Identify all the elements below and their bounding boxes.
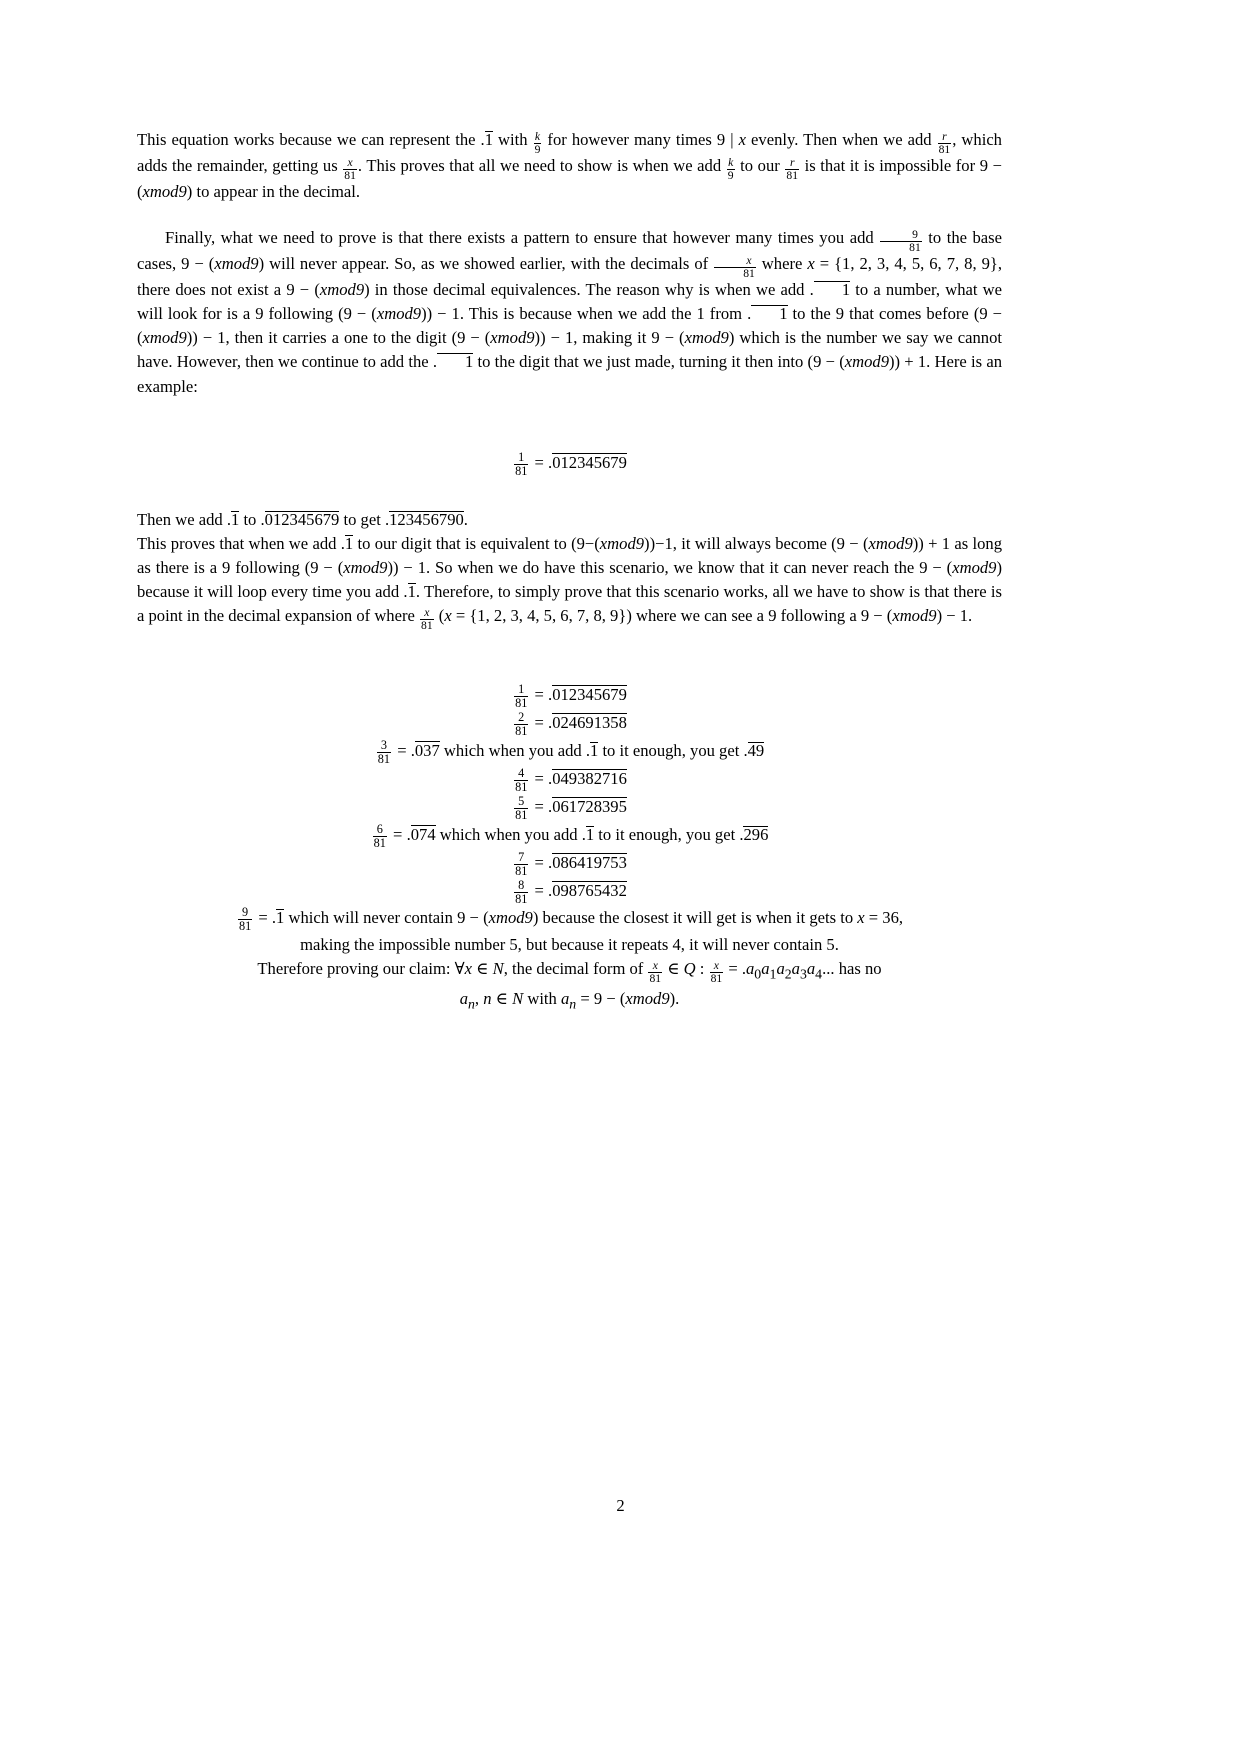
- p1-text-8: ) to appear in the decimal.: [186, 181, 361, 201]
- seq-a1-sub: 1: [769, 966, 777, 982]
- equals-sign: =: [534, 881, 544, 901]
- seq-a1: a: [761, 959, 770, 979]
- p3-var-x: x: [444, 606, 452, 626]
- seq-a3: a: [791, 959, 800, 979]
- seq-a2: a: [776, 959, 785, 979]
- fraction-numerator: 6: [376, 822, 383, 837]
- spacer: [137, 478, 1002, 508]
- p3-text-1c: to .: [239, 509, 265, 529]
- xmod9-14n: 9: [661, 988, 670, 1008]
- repeat-bar-1: 1: [814, 281, 850, 299]
- fraction-denominator: 81: [649, 972, 662, 986]
- xmod9-4n: 9: [178, 328, 187, 348]
- fraction-k-9: [534, 131, 542, 156]
- repeat-bar-final: 1: [276, 908, 285, 928]
- equals-sign: =: [393, 825, 403, 845]
- fraction-x-81: [343, 157, 357, 182]
- conc-var-x: x: [464, 959, 473, 979]
- p3-text-2j: (: [434, 606, 445, 626]
- fraction-denominator: 81: [714, 267, 756, 280]
- decimal-point: .: [548, 769, 553, 789]
- repeat-bar-6: 1: [407, 582, 416, 602]
- seq-an-2: a: [561, 988, 570, 1008]
- seq-an-sub: n: [468, 996, 475, 1012]
- decimal-point: .: [548, 853, 553, 873]
- fraction-denominator: 81: [938, 142, 951, 156]
- fraction-numerator: r: [789, 155, 795, 169]
- xmod9-12: xmod: [892, 606, 929, 626]
- p2-text-9: to the 9 that comes before (9 − (: [137, 303, 1003, 348]
- seq-a4-sub: 4: [815, 966, 823, 982]
- xmod9-13n: 9: [524, 908, 533, 928]
- equation-row: [137, 682, 1002, 710]
- p2-text-3: ) will never appear. So, as we showed earlier, with the decimals of: [258, 253, 714, 273]
- spacer: [137, 660, 1002, 682]
- repeating-decimal-value: 037: [414, 741, 440, 761]
- fraction-2-81: [514, 711, 528, 738]
- equals-sign: =: [534, 769, 544, 789]
- fraction-8-81: [514, 879, 528, 906]
- p3-text-2k: = {1, 2, 3, 4, 5, 6, 7, 8, 9}) where we can see a 9 following a 9 − (: [451, 606, 893, 626]
- fraction-numerator: k: [534, 129, 541, 143]
- fraction-numerator: 3: [380, 738, 387, 753]
- p1-xmod: xmod: [142, 181, 179, 201]
- xmod9-7n: 9: [880, 352, 889, 372]
- repeat-bar-3: 1: [437, 353, 473, 371]
- p3-text-2l: ) − 1.: [936, 606, 973, 626]
- decimal-point: .: [548, 881, 553, 901]
- fraction-numerator: 4: [518, 766, 525, 781]
- decimal-point: .: [548, 797, 553, 817]
- repeat-bar-2: 1: [751, 305, 787, 323]
- xmod9-10: xmod: [343, 557, 380, 577]
- fraction-numerator: x: [746, 253, 752, 267]
- xmod9-2n: 9: [355, 279, 365, 299]
- p2-text-12: ) which is the number we say we cannot have. However, then we continue to add the .: [137, 328, 1003, 372]
- final-text-3: ) because the closest it will get is when it gets to: [532, 908, 858, 928]
- conc-text-3: , the decimal form of: [503, 959, 648, 979]
- equation-row-with-note: [137, 822, 1002, 850]
- conclusion-line-2: [137, 987, 1002, 1017]
- fraction-numerator: 9: [242, 905, 249, 920]
- decimal-point: .: [548, 452, 553, 472]
- fraction-numerator: 9: [912, 227, 918, 241]
- fraction-numerator: x: [713, 959, 719, 973]
- conc-text-4: ∈: [663, 959, 684, 979]
- p2-text-6: ) in those decimal equivalences. The reason why is when we add .: [364, 279, 814, 299]
- decimal-point: .: [548, 685, 553, 705]
- conc2-text-1: ,: [474, 988, 484, 1008]
- spacer: [137, 429, 1002, 451]
- fraction-numerator: k: [728, 155, 734, 169]
- xmod9-9n: 9: [904, 533, 913, 553]
- set-Q: Q: [683, 959, 696, 979]
- fraction-numerator: r: [942, 129, 947, 143]
- repeat-bar-5: 1: [344, 533, 354, 553]
- set-N-2: N: [512, 988, 524, 1008]
- note-text-b: to it enough, you get .: [594, 825, 744, 845]
- p3-text-2c: to our digit that is equivalent to (9−(: [353, 533, 600, 553]
- p2-text-8: )) − 1. This is because when we add the 1 from .: [421, 303, 752, 323]
- p2-var-x: x: [807, 253, 815, 273]
- repeating-decimal-value: 012345679: [552, 452, 627, 472]
- p1-text-2: for however many times 9 |: [542, 130, 739, 149]
- xmod9-6: xmod: [684, 328, 721, 348]
- p2-text-14: )) + 1. Here is an example:: [137, 352, 1002, 396]
- repeat-decimal-123456790: 123456790: [389, 509, 464, 529]
- fraction-7-81: [514, 851, 528, 878]
- fraction-denominator: 81: [515, 780, 528, 795]
- fraction-denominator: 81: [515, 696, 528, 711]
- equation-row: [137, 878, 1002, 906]
- xmod9-8: xmod: [599, 533, 636, 553]
- note-text-a: which when you add .: [439, 741, 590, 761]
- fraction-k-9-b: [727, 157, 735, 182]
- p2-text-4: where: [756, 253, 808, 273]
- xmod9-13: xmod: [488, 908, 525, 928]
- p1-text-3: evenly. Then when we add: [746, 130, 937, 149]
- paragraph-1: [137, 128, 1002, 204]
- final-statement-line-2: making the impossible number 5, but because it repeats 4, it will never contain 5.: [300, 935, 839, 955]
- repeat-bar-note: 1: [590, 741, 599, 761]
- equals-sign: =: [397, 741, 407, 761]
- fraction-denominator: 81: [515, 864, 528, 879]
- equation-row: [137, 850, 1002, 878]
- p1-text-5: . This proves that all we need to show is when we add: [357, 155, 726, 175]
- xmod9-6n: 9: [720, 328, 729, 348]
- fraction-denominator: 81: [377, 752, 391, 767]
- conc2-text-5: ).: [669, 988, 680, 1008]
- repeat-bar-note: 1: [585, 825, 595, 845]
- fraction-numerator: x: [424, 606, 430, 620]
- repeating-decimal-value: 024691358: [552, 713, 627, 733]
- conclusion-line-1: [137, 957, 1002, 987]
- note-text-a: which when you add .: [435, 825, 586, 845]
- conc2-text-4: = 9 − (: [576, 988, 626, 1008]
- xmod9-5n: 9: [526, 328, 535, 348]
- fraction-denominator: 81: [515, 724, 528, 739]
- conc-text-7: ... has no: [822, 959, 882, 979]
- p1-text-4: , which adds the remainder, getting us: [137, 130, 1002, 175]
- p2-text-10: )) − 1, then it carries a one to the digit (9 − (: [186, 328, 491, 348]
- p1-text-1: This equation works because we can represent the .: [137, 130, 485, 149]
- page-number: 2: [616, 1496, 625, 1515]
- xmod9-8n: 9: [635, 533, 645, 553]
- fraction-denominator: 81: [344, 168, 356, 182]
- seq-a0: a: [746, 959, 755, 979]
- p3-text-1: Then we add .: [137, 509, 231, 529]
- seq-a4: a: [806, 959, 816, 979]
- xmod9-4: xmod: [142, 328, 179, 348]
- fraction-x-81-conc-b: [710, 960, 724, 985]
- fraction-1-81: [514, 451, 528, 478]
- fraction-denominator: 81: [515, 463, 528, 478]
- fraction-9-81-final: [238, 906, 252, 933]
- equals-sign: =: [534, 797, 544, 817]
- seq-an-2-sub: n: [569, 996, 577, 1012]
- fraction-numerator: x: [347, 155, 353, 169]
- equals-sign: =: [534, 713, 544, 733]
- p1-text-7: is that it is impossible for 9 − (: [137, 155, 1002, 201]
- decimal-point: .: [406, 825, 411, 845]
- fraction-numerator: 1: [518, 449, 525, 464]
- xmod9-14: xmod: [625, 988, 662, 1008]
- fraction-numerator: x: [652, 959, 658, 973]
- fraction-5-81: [514, 795, 528, 822]
- fraction-denominator: 9: [534, 142, 541, 156]
- fraction-denominator: 81: [515, 808, 528, 823]
- p2-text-7: to a number, what we will look for is a 9 following (9 − (: [137, 279, 1003, 323]
- fraction-numerator: 2: [518, 710, 525, 725]
- seq-an: a: [459, 988, 468, 1008]
- equation-row-with-note: [137, 738, 1002, 766]
- p3-text-2f: )) − 1. So when we do have this scenario, we know that it can never reach the 9 − (: [387, 557, 953, 577]
- p2-text-1: Finally, what we need to prove is that there exists a pattern to ensure that however many times you add: [165, 227, 880, 247]
- xmod9-1n: 9: [250, 253, 259, 273]
- p1-var-x: x: [738, 130, 746, 149]
- final-statement-line-1: [137, 906, 1002, 933]
- fraction-denominator: 81: [786, 168, 799, 182]
- p3-text-1e: to get .: [339, 509, 390, 529]
- fraction-x-81-p3: [420, 607, 434, 632]
- xmod9-11: xmod: [952, 557, 989, 577]
- xmod9-11n: 9: [988, 557, 997, 577]
- equation-row: [137, 766, 1002, 794]
- fraction-4-81: [514, 767, 528, 794]
- repeat-bar-4: 1: [231, 509, 240, 529]
- xmod9-5: xmod: [490, 328, 527, 348]
- paragraph-2: [137, 226, 1002, 399]
- seq-a2-sub: 2: [784, 966, 792, 982]
- spacer: [137, 399, 1002, 429]
- fraction-denominator: 9: [727, 168, 734, 182]
- repeating-decimal-value: 098765432: [552, 881, 627, 901]
- final-text-4: = 36,: [864, 908, 904, 928]
- xmod9-2: xmod: [319, 279, 356, 299]
- fraction-r-81-b: [785, 157, 799, 182]
- paragraph-3: [137, 508, 1002, 631]
- var-n: n: [483, 988, 492, 1008]
- example-display-equation: [137, 451, 1002, 478]
- conc2-text-3: with: [523, 988, 561, 1008]
- fraction-denominator: 81: [710, 972, 723, 986]
- conc-text-2: ∈: [472, 959, 493, 979]
- decimal-point: .: [410, 741, 415, 761]
- fraction-9-81: [880, 229, 922, 254]
- repeat-decimal-012345679: 012345679: [264, 509, 340, 529]
- fraction-denominator: 81: [880, 241, 922, 254]
- page-body: [137, 128, 1002, 1016]
- equals-sign: =: [534, 685, 544, 705]
- p1-xmod-nine: 9: [178, 181, 187, 201]
- repeating-decimal-value: 049382716: [552, 769, 627, 789]
- p2-text-2: to the base cases, 9 − (: [137, 227, 1002, 273]
- equation-list: [137, 682, 1002, 906]
- xmod9-1: xmod: [214, 253, 251, 273]
- repeating-decimal-value: 074: [410, 825, 436, 845]
- repeating-decimal-value: 012345679: [552, 685, 627, 705]
- p3-text-2d: ))−1, it will always become (9 − (: [644, 533, 869, 553]
- p3-text-2e: )) + 1 as long as there is a 9 following (9 − (: [137, 533, 1003, 577]
- fraction-x-81-p2: [714, 255, 756, 280]
- xmod9-7: xmod: [844, 352, 881, 372]
- fraction-x-81-conc-a: [648, 960, 662, 985]
- conc-text-1: Therefore proving our claim: ∀: [257, 959, 465, 979]
- fraction-denominator: 81: [238, 919, 252, 934]
- conc2-text-2: ∈: [491, 988, 513, 1008]
- xmod9-10n: 9: [379, 557, 388, 577]
- p2-text-13: to the digit that we just made, turning it then into (9 − (: [473, 352, 845, 372]
- p3-text-1g: .: [463, 509, 468, 529]
- seq-a0-sub: 0: [754, 966, 762, 982]
- spacer: [137, 630, 1002, 660]
- set-N: N: [492, 959, 504, 979]
- final-text-1: = .: [254, 908, 277, 928]
- note-repeating-value: 49: [747, 741, 765, 761]
- fraction-numerator: 7: [518, 850, 525, 865]
- p1-repeat-1: 1: [484, 130, 493, 149]
- repeating-decimal-value: 086419753: [552, 853, 627, 873]
- fraction-denominator: 81: [373, 836, 386, 851]
- note-text-b: to it enough, you get .: [598, 741, 748, 761]
- p3-text-2g: ) because it will loop every time you add .: [137, 557, 1002, 602]
- fraction-numerator: 5: [518, 794, 525, 809]
- p1-text-1c: with: [492, 130, 533, 149]
- fraction-numerator: 1: [518, 682, 525, 697]
- fraction-denominator: 81: [421, 619, 433, 633]
- xmod9-12n: 9: [928, 606, 937, 626]
- xmod9-3n: 9: [412, 303, 422, 323]
- fraction-numerator: 8: [518, 878, 525, 893]
- p2-text-5: = {1, 2, 3, 4, 5, 6, 7, 8, 9}, there does not exist a 9 − (: [137, 253, 1002, 299]
- conc-text-6: = .: [724, 959, 746, 979]
- fraction-6-81: [373, 823, 387, 850]
- seq-a3-sub: 3: [799, 966, 807, 982]
- equation-row: [137, 710, 1002, 738]
- xmod9-9: xmod: [868, 533, 905, 553]
- spacer: [137, 204, 1002, 226]
- p2-text-11: )) − 1, making it 9 − (: [534, 328, 685, 348]
- final-var-x: x: [857, 908, 865, 928]
- decimal-point: .: [548, 713, 553, 733]
- equals-sign: =: [534, 452, 544, 472]
- p3-text-2i: . Therefore, to simply prove that this scenario works, all we have to show is that there is a point in the decimal expansion of where: [137, 582, 1003, 626]
- equation-row: [137, 794, 1002, 822]
- conc-text-5: :: [695, 959, 709, 979]
- p3-text-2: This proves that when we add .: [137, 533, 345, 553]
- fraction-denominator: 81: [515, 892, 528, 907]
- final-text-2: which will never contain 9 − (: [284, 908, 489, 928]
- fraction-r-81: [938, 131, 952, 156]
- fraction-1-81: [514, 683, 528, 710]
- p1-text-6: to our: [735, 155, 785, 175]
- fraction-3-81: [377, 739, 391, 766]
- xmod9-3: xmod: [376, 303, 413, 323]
- note-repeating-value: 296: [743, 825, 769, 845]
- repeating-decimal-value: 061728395: [552, 797, 627, 817]
- equals-sign: =: [534, 853, 544, 873]
